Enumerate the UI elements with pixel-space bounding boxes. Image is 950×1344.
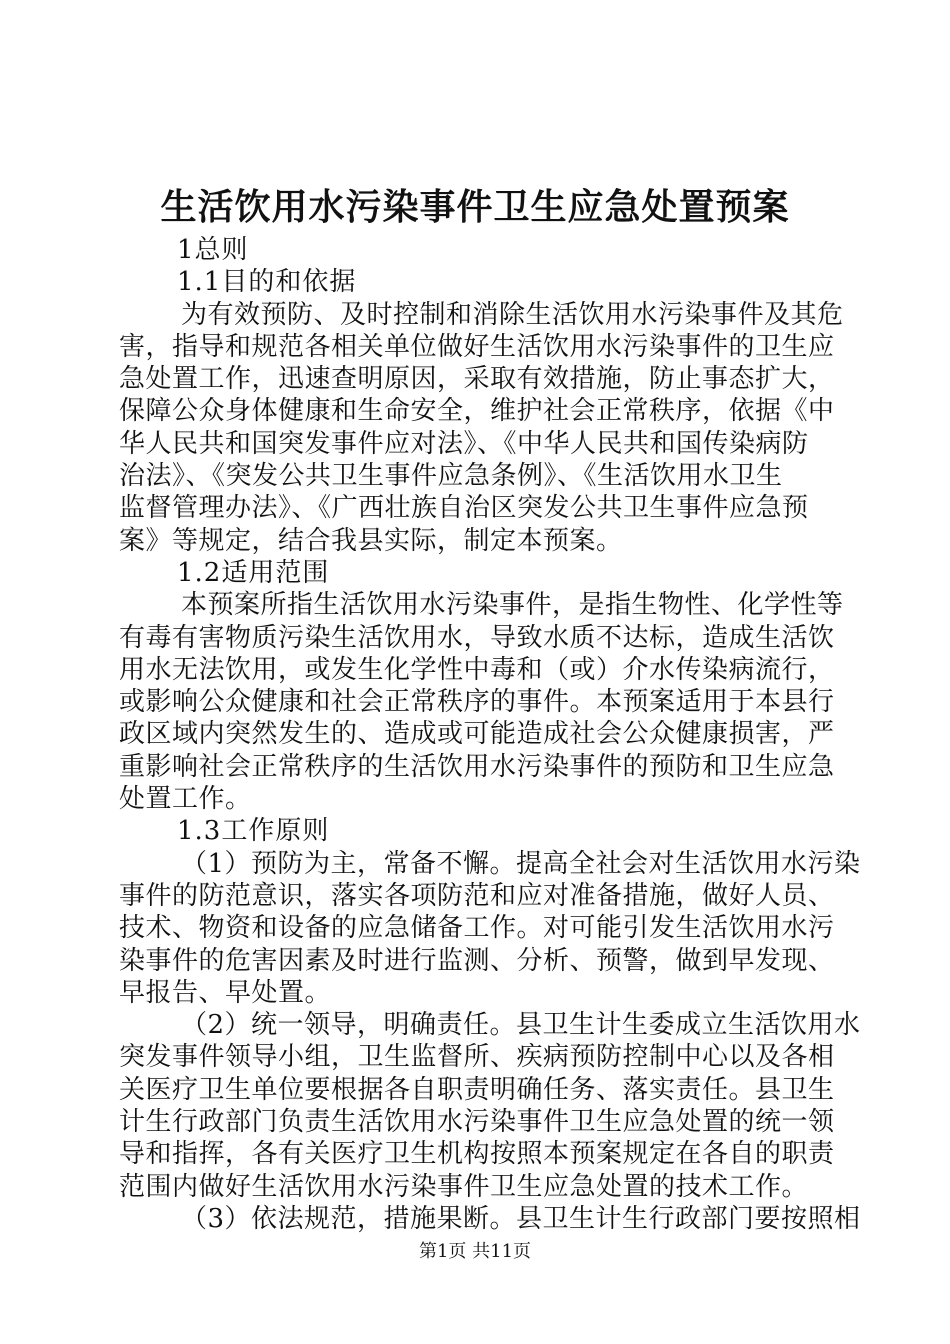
paragraph-line: 害，指导和规范各相关单位做好生活饮用水污染事件的卫生应: [119, 331, 835, 362]
section-heading: 1.2适用范围: [177, 557, 330, 588]
paragraph-line: 治法》、《突发公共卫生事件应急条例》、《生活饮用水卫生: [119, 461, 783, 492]
section-heading: 1.3工作原则: [177, 816, 330, 847]
paragraph-line: 计生行政部门负责生活饮用水污染事件卫生应急处置的统一领: [119, 1107, 835, 1138]
section-heading: 1.1目的和依据: [177, 267, 357, 298]
paragraph-line: 政区域内突然发生的、造成或可能造成社会公众健康损害，严: [119, 719, 835, 750]
paragraph-line: 为有效预防、及时控制和消除生活饮用水污染事件及其危: [181, 299, 844, 330]
paragraph-line: 范围内做好生活饮用水污染事件卫生应急处置的技术工作。: [119, 1171, 809, 1202]
document-title: 生活饮用水污染事件卫生应急处置预案: [160, 187, 790, 228]
paragraph-line: 本预案所指生活饮用水污染事件，是指生物性、化学性等: [181, 590, 844, 621]
paragraph-line: 保障公众身体健康和生命安全，维护社会正常秩序，依据《中: [119, 396, 835, 427]
paragraph-line: 早报告、早处置。: [119, 977, 332, 1008]
paragraph-line: 或影响公众健康和社会正常秩序的事件。本预案适用于本县行: [119, 687, 835, 718]
paragraph-line: （3）依法规范，措施果断。县卫生计生行政部门要按照相: [181, 1203, 861, 1234]
document-body: [119, 234, 861, 1235]
paragraph-line: 有毒有害物质污染生活饮用水，导致水质不达标，造成生活饮: [119, 622, 835, 653]
paragraph-line: 关医疗卫生单位要根据各自职责明确任务、落实责任。县卫生: [119, 1074, 835, 1105]
page-footer: 第1页 共11页: [418, 1241, 532, 1262]
paragraph-line: 华人民共和国突发事件应对法》、《中华人民共和国传染病防: [119, 428, 809, 459]
paragraph-line: 突发事件领导小组，卫生监督所、疾病预防控制中心以及各相: [119, 1042, 835, 1073]
paragraph-line: 技术、物资和设备的应急储备工作。对可能引发生活饮用水污: [119, 913, 835, 944]
paragraph-line: 事件的防范意识，落实各项防范和应对准备措施，做好人员、: [119, 880, 835, 911]
paragraph-line: 处置工作。: [119, 784, 252, 815]
paragraph-line: （1）预防为主，常备不懈。提高全社会对生活饮用水污染: [181, 848, 861, 879]
paragraph-line: （2）统一领导，明确责任。县卫生计生委成立生活饮用水: [181, 1010, 861, 1041]
paragraph-line: 用水无法饮用，或发生化学性中毒和（或）介水传染病流行，: [119, 654, 835, 685]
paragraph-line: 染事件的危害因素及时进行监测、分析、预警，做到早发现、: [119, 945, 835, 976]
paragraph-line: 案》等规定，结合我县实际，制定本预案。: [119, 525, 623, 556]
paragraph-line: 重影响社会正常秩序的生活饮用水污染事件的预防和卫生应急: [119, 751, 835, 782]
paragraph-line: 急处置工作，迅速查明原因，采取有效措施，防止事态扩大，: [119, 364, 835, 395]
paragraph-line: 导和指挥，各有关医疗卫生机构按照本预案规定在各自的职责: [119, 1139, 835, 1170]
paragraph-line: 监督管理办法》、《广西壮族自治区突发公共卫生事件应急预: [119, 493, 809, 524]
section-heading: 1总则: [177, 235, 249, 265]
